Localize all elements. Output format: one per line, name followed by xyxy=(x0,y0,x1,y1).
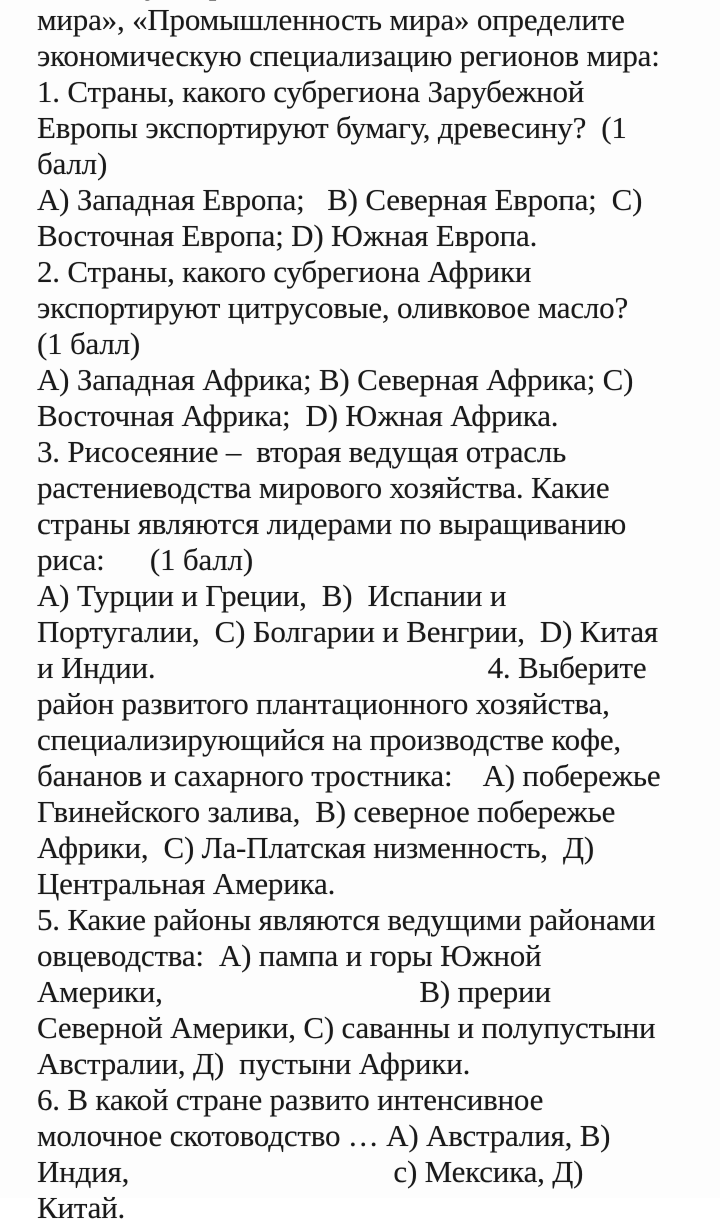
text-line: 3. Рисосеяние – вторая ведущая отрасль xyxy=(37,434,567,469)
text-line: Португалии, С) Болгарии и Венгрии, D) Китая xyxy=(37,614,658,649)
text-line: Америки, В) прерии xyxy=(37,974,551,1009)
text-line: 2. Страны, какого субрегиона Африки xyxy=(37,254,532,289)
text-line: А) Западная Африка; В) Северная Африка; С) xyxy=(37,362,634,397)
text-line: (1 балл) xyxy=(37,326,141,361)
text-line: молочное скотоводство … А) Австралия, В) xyxy=(37,1118,611,1153)
text-line: А) Турции и Греции, В) Испании и xyxy=(37,578,507,613)
text-line: Восточная Африка; D) Южная Африка. xyxy=(37,398,559,433)
text-line: балл) xyxy=(37,146,108,181)
text-line: и Индии. 4. Выберите xyxy=(37,650,647,685)
text-line: мира», «Промышленность мира» определите xyxy=(37,2,625,37)
text-line: овцеводства: А) пампа и горы Южной xyxy=(37,938,542,973)
text-line: 6. В какой стране развито интенсивное xyxy=(37,1082,544,1117)
text-line: Центральная Америка. xyxy=(37,866,336,901)
text-line: страны являются лидерами по выращиванию xyxy=(37,506,627,541)
text-line: Гвинейского залива, В) северное побережье xyxy=(37,794,616,829)
document-text xyxy=(37,0,660,1226)
text-line: специализирующийся на производстве кофе, xyxy=(37,722,621,757)
text-line: экономическую специализацию регионов мира: xyxy=(37,38,660,73)
text-line: растениеводства мирового хозяйства. Какие xyxy=(37,470,610,505)
text-line: Северной Америки, С) саванны и полупустыни xyxy=(37,1010,656,1045)
text-line: Африки, С) Ла-Платская низменность, Д) xyxy=(37,830,594,865)
text-line: Индия, с) Мексика, Д) xyxy=(37,1154,584,1189)
text-line: бананов и сахарного тростника: А) побережье xyxy=(37,758,661,793)
text-line: риса: (1 балл) xyxy=(37,542,253,577)
text-line: Восточная Европа; D) Южная Европа. xyxy=(37,218,538,253)
text-line: Китай. xyxy=(37,1190,126,1225)
text-line: экспортируют цитрусовые, оливковое масло? xyxy=(37,290,629,325)
text-line: 1. Страны, какого субрегиона Зарубежной xyxy=(37,74,585,109)
text-line: А) Западная Европа; В) Северная Европа; С) xyxy=(37,182,643,217)
text-line: район развитого плантационного хозяйства, xyxy=(37,686,610,721)
text-line: Австралии, Д) пустыни Африки. xyxy=(37,1046,471,1081)
text-line: Европы экспортируют бумагу, древесину? (1 xyxy=(37,110,627,145)
text-line: 5. Какие районы являются ведущими районами xyxy=(37,902,656,937)
